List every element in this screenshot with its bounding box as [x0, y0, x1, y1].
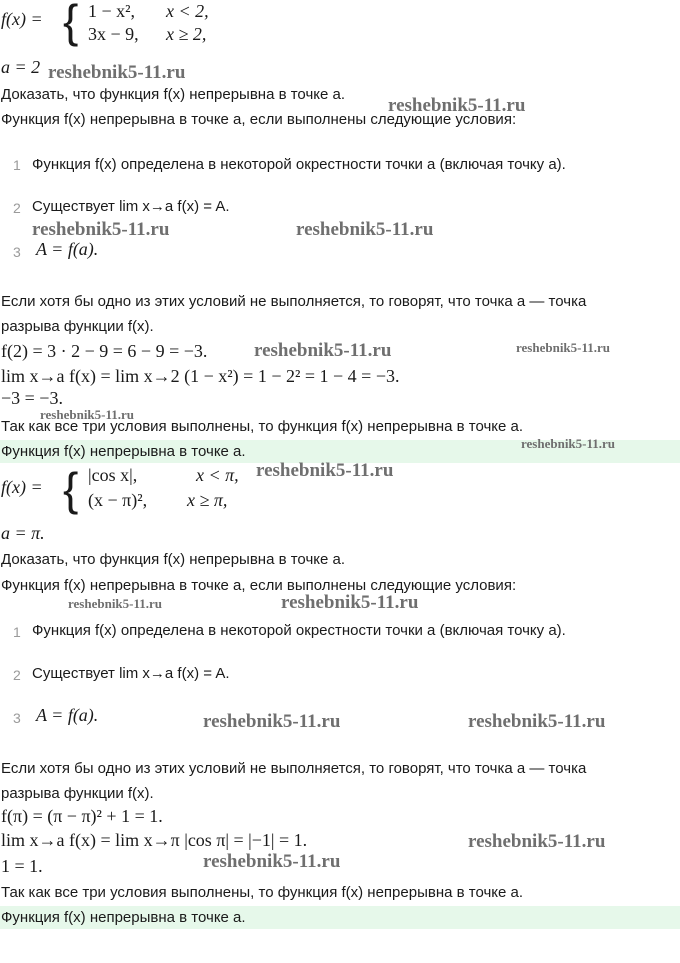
- calculation-value-at-point: f(π) = (π − π)² + 1 = 1.: [1, 806, 163, 826]
- condition-text: Существует lim x→a f(x) = A.: [32, 665, 230, 682]
- watermark: reshebnik5-11.ru: [48, 62, 186, 83]
- case2-condition: x ≥ 2,: [166, 24, 207, 44]
- watermark: reshebnik5-11.ru: [388, 95, 526, 116]
- calculation-limit: lim x→a f(x) = lim x→π |cos π| = |−1| = 1.: [1, 830, 308, 850]
- watermark: reshebnik5-11.ru: [203, 711, 341, 732]
- watermark: reshebnik5-11.ru: [40, 407, 135, 422]
- calculation-limit: lim x→a f(x) = lim x→2 (1 − x²) = 1 − 2² = 1 − 4 = −3.: [1, 366, 400, 386]
- calculation-equality: 1 = 1.: [1, 856, 43, 876]
- watermark: reshebnik5-11.ru: [296, 219, 434, 240]
- condition-text: A = f(a).: [36, 239, 99, 259]
- calculation-equality: −3 = −3.: [1, 388, 63, 408]
- watermark: reshebnik5-11.ru: [68, 596, 163, 611]
- condition-number: 1: [13, 157, 21, 173]
- watermark: reshebnik5-11.ru: [254, 340, 392, 361]
- fail-statement-line1: Если хотя бы одно из этих условий не выполняется, то говорят, что точка a — точка: [1, 760, 587, 777]
- condition-text: A = f(a).: [36, 705, 99, 725]
- conclusion-statement: Функция f(x) непрерывна в точке a.: [1, 909, 246, 926]
- case1-expression: 1 − x²,: [88, 1, 136, 21]
- watermark: reshebnik5-11.ru: [256, 460, 394, 481]
- case1-condition: x < π,: [196, 465, 239, 485]
- case1-expression: |cos x|,: [88, 465, 138, 485]
- point-value: a = π.: [1, 523, 45, 543]
- prove-statement: Доказать, что функция f(x) непрерывна в точке a.: [1, 551, 346, 568]
- condition-text: Существует lim x→a f(x) = A.: [32, 198, 230, 215]
- case2-condition: x ≥ π,: [187, 490, 228, 510]
- point-value: a = 2: [1, 57, 41, 77]
- since-statement: Так как все три условия выполнены, то функция f(x) непрерывна в точке a.: [1, 884, 524, 901]
- watermark: reshebnik5-11.ru: [281, 592, 419, 613]
- condition-number: 3: [13, 710, 21, 726]
- calculation-value-at-point: f(2) = 3 · 2 − 9 = 6 − 9 = −3.: [1, 341, 208, 361]
- case2-expression: (x − π)²,: [88, 490, 148, 510]
- condition-number: 3: [13, 244, 21, 260]
- piecewise-brace: {: [63, 0, 79, 47]
- piecewise-brace: {: [63, 463, 79, 515]
- function-definition-lhs: f(x) =: [1, 477, 43, 497]
- watermark: reshebnik5-11.ru: [521, 436, 616, 451]
- watermark: reshebnik5-11.ru: [203, 851, 341, 872]
- continuity-intro: Функция f(x) непрерывна в точке a, если выполнены следующие условия:: [1, 577, 517, 594]
- conclusion-statement: Функция f(x) непрерывна в точке a.: [1, 443, 246, 460]
- watermark: reshebnik5-11.ru: [468, 831, 606, 852]
- watermark: reshebnik5-11.ru: [468, 711, 606, 732]
- case2-expression: 3x − 9,: [88, 24, 139, 44]
- watermark: reshebnik5-11.ru: [32, 219, 170, 240]
- since-statement: Так как все три условия выполнены, то функция f(x) непрерывна в точке a.: [1, 418, 524, 435]
- fail-statement-line1: Если хотя бы одно из этих условий не выполняется, то говорят, что точка a — точка: [1, 293, 587, 310]
- watermark: reshebnik5-11.ru: [516, 340, 611, 355]
- condition-number: 1: [13, 624, 21, 640]
- condition-text: Функция f(x) определена в некоторой окрестности точки a (включая точку a).: [32, 622, 566, 639]
- continuity-intro: Функция f(x) непрерывна в точке a, если выполнены следующие условия:: [1, 111, 517, 128]
- fail-statement-line2: разрыва функции f(x).: [1, 785, 154, 802]
- condition-text: Функция f(x) определена в некоторой окрестности точки a (включая точку a).: [32, 156, 566, 173]
- prove-statement: Доказать, что функция f(x) непрерывна в точке a.: [1, 86, 346, 103]
- function-definition-lhs: f(x) =: [1, 9, 43, 29]
- condition-number: 2: [13, 667, 21, 683]
- fail-statement-line2: разрыва функции f(x).: [1, 318, 154, 335]
- case1-condition: x < 2,: [166, 1, 209, 21]
- condition-number: 2: [13, 200, 21, 216]
